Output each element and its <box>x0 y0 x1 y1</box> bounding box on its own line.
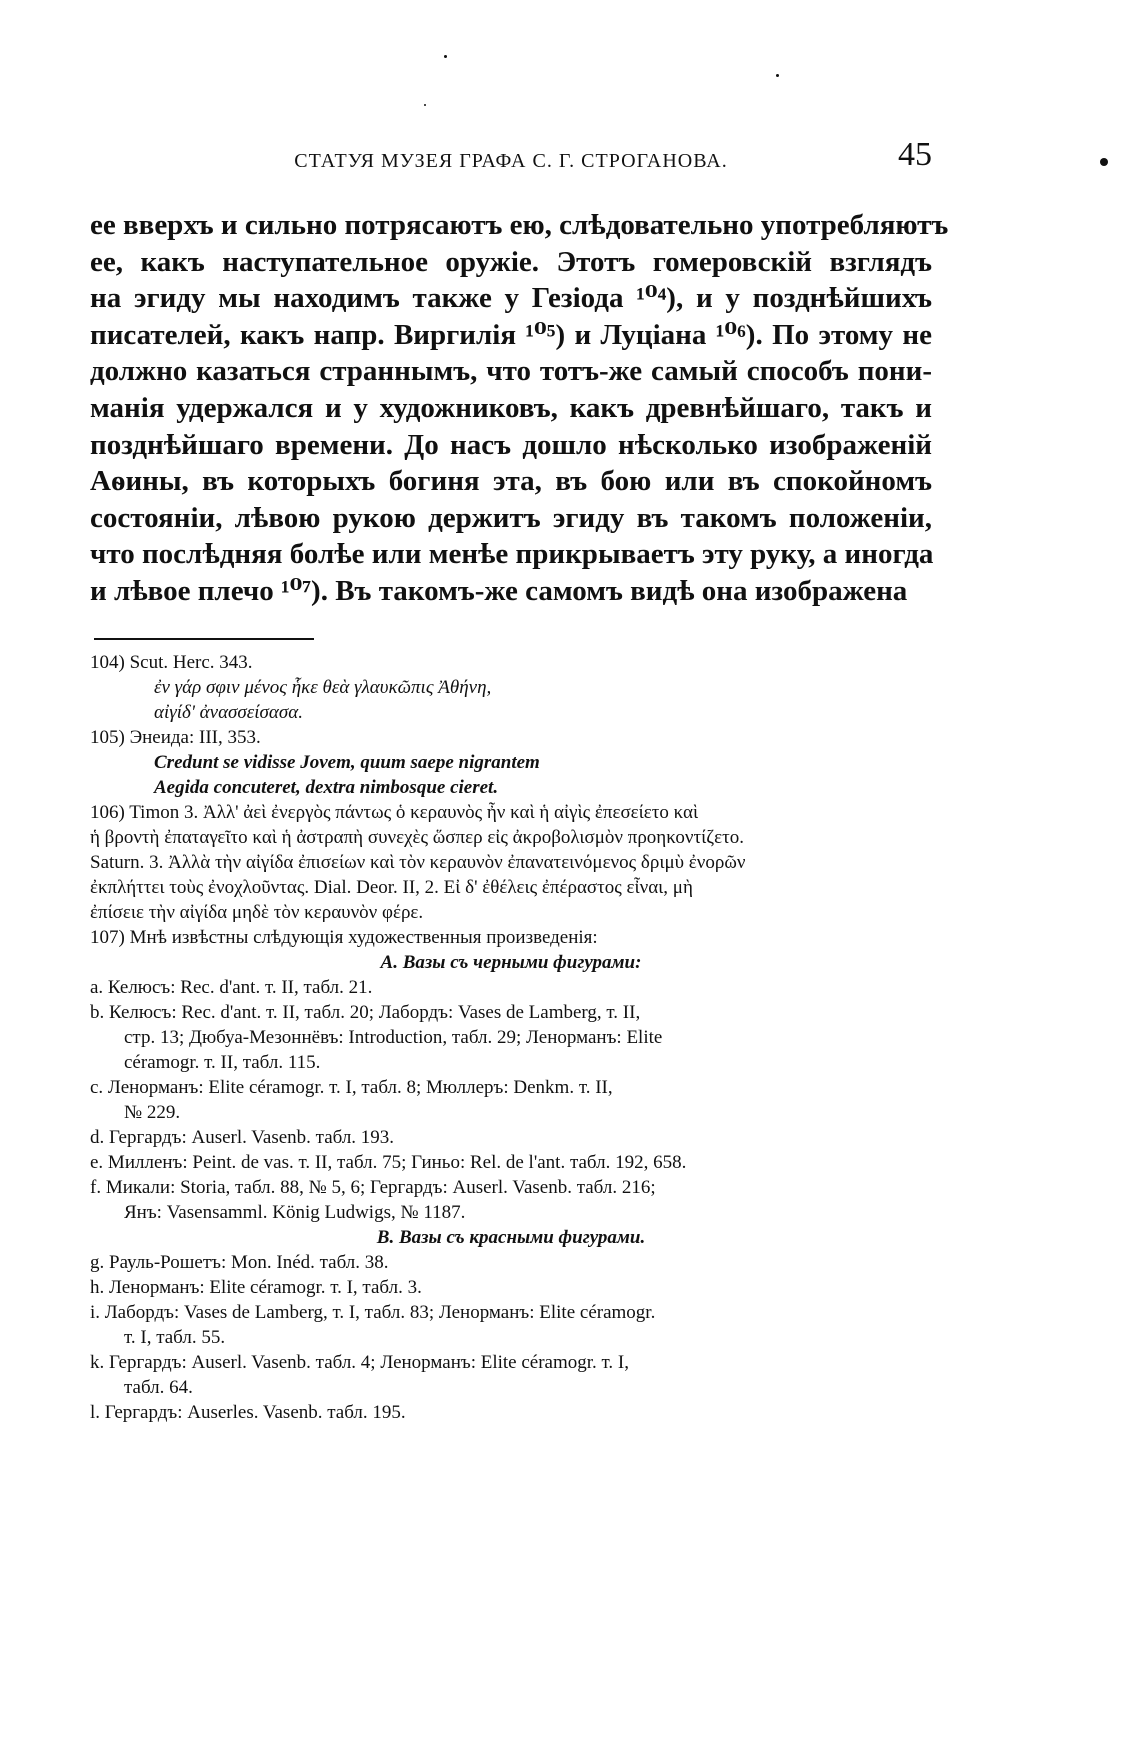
footnote-107: 107) Мнѣ извѣстны слѣдующія художественныя произведенія: <box>90 927 598 948</box>
list-item-continuation: № 229. <box>124 1102 181 1123</box>
footnote-105: 105) Энеида: III, 353. <box>90 727 261 748</box>
footnote-106-line: Saturn. 3. Ἀλλὰ τὴν αἰγίδα ἐπισείων καὶ τὸν κεραυνὸν ἐπανατεινόμενος δριμὺ ἐνορῶν <box>90 852 746 873</box>
greek-quote-line: αἰγίδ' ἀνασσείσασα. <box>154 702 303 723</box>
list-item: g. Рауль-Рошетъ: Mon. Inéd. табл. 38. <box>90 1252 389 1273</box>
list-item-continuation: табл. 64. <box>124 1377 193 1398</box>
text-line: состояніи, лѣвою рукою держитъ эгиду въ такомъ положеніи, <box>90 501 932 534</box>
footnote-106: 106) Timon 3. Ἀλλ' ἀεὶ ἐνεργὸς πάντως ὁ κεραυνὸς ἦν καὶ ἡ αἰγὶς ἐπεσείετο καὶ <box>90 802 699 823</box>
text-line: на эгиду мы находимъ также у Гезіода ¹⁰⁴), и у позднѣйшихъ <box>90 282 932 315</box>
text-line: должно казаться страннымъ, что тотъ-же самый способъ пони- <box>90 355 932 388</box>
list-item: h. Ленорманъ: Elite céramogr. т. I, табл. 3. <box>90 1277 422 1298</box>
section-heading-a: А. Вазы съ черными фигурами: <box>380 952 642 973</box>
running-title: СТАТУЯ МУЗЕЯ ГРАФА С. Г. СТРОГАНОВА. <box>294 150 728 172</box>
main-text <box>90 207 949 610</box>
ink-speck <box>424 104 426 106</box>
text-line: и лѣвое плечо ¹⁰⁷). Въ такомъ-же самомъ видѣ она изображена <box>90 574 908 607</box>
list-item: i. Лабордъ: Vases de Lamberg, т. I, табл. 83; Ленорманъ: Elite céramogr. <box>90 1302 656 1323</box>
list-item: l. Гергардъ: Auserles. Vasenb. табл. 195. <box>90 1402 406 1423</box>
list-item-continuation: céramogr. т. II, табл. 115. <box>124 1052 321 1073</box>
ink-speck <box>444 55 447 58</box>
list-item: a. Келюсъ: Rec. d'ant. т. II, табл. 21. <box>90 977 373 998</box>
section-heading-b: В. Вазы съ красными фигурами. <box>376 1227 646 1248</box>
greek-quote-line: ἐν γάρ σφιν μένος ἧκε θεὰ γλαυκῶπις Ἀθήνη, <box>154 677 492 698</box>
list-item: d. Гергардъ: Auserl. Vasenb. табл. 193. <box>90 1127 395 1148</box>
list-item-continuation: т. I, табл. 55. <box>124 1327 226 1348</box>
footnote-104: 104) Scut. Herc. 343. <box>90 652 253 673</box>
footnote-divider <box>94 638 314 640</box>
list-item-continuation: Янъ: Vasensamml. König Ludwigs, № 1187. <box>124 1202 466 1223</box>
text-line: что послѣдняя болѣе или менѣе прикрываетъ эту руку, а иногда <box>90 538 934 571</box>
footnote-106-line: ἐκπλήττει τοὺς ἐνοχλοῦντας. Dial. Deor. II, 2. Εἰ δ' ἐθέλεις ἐπέραστος εἶναι, μὴ <box>90 877 693 898</box>
list-item: c. Ленорманъ: Elite céramogr. т. I, табл. 8; Мюллеръ: Denkm. т. II, <box>90 1077 613 1098</box>
page-header <box>90 136 932 186</box>
latin-quote-line: Credunt se vidisse Jovem, quum saepe nigrantem <box>154 752 540 773</box>
list-item: k. Гергардъ: Auserl. Vasenb. табл. 4; Ленорманъ: Elite céramogr. т. I, <box>90 1352 630 1373</box>
ink-speck <box>1100 158 1108 166</box>
footnote-106-line: ἡ βροντὴ ἐπαταγεῖτο καὶ ἡ ἀστραπὴ συνεχὲς ὥσπερ εἰς ἀκροβολισμὸν προηκοντίζετο. <box>90 827 744 848</box>
list-item: e. Милленъ: Peint. de vas. т. II, табл. 75; Гиньо: Rel. de l'ant. табл. 192, 658. <box>90 1152 687 1173</box>
page-number: 45 <box>898 136 932 173</box>
text-line: Аѳины, въ которыхъ богиня эта, въ бою или въ спокойномъ <box>90 465 932 498</box>
ink-speck <box>776 74 779 77</box>
list-item: f. Микали: Storia, табл. 88, № 5, 6; Гергардъ: Auserl. Vasenb. табл. 216; <box>90 1177 656 1198</box>
text-line: писателей, какъ напр. Виргилія ¹⁰⁵) и Луціана ¹⁰⁶). По этому не <box>90 318 932 351</box>
list-item-continuation: стр. 13; Дюбуа-Мезоннёвъ: Introduction, табл. 29; Ленорманъ: Elite <box>124 1027 663 1048</box>
latin-quote-line: Aegida concuteret, dextra nimbosque cieret. <box>154 777 499 798</box>
footnote-106-line: ἐπίσειε τὴν αἰγίδα μηδὲ τὸν κεραυνὸν φέρε. <box>90 902 424 923</box>
text-line: ее вверхъ и сильно потрясаютъ ею, слѣдовательно употребляютъ <box>90 209 949 241</box>
list-item: b. Келюсъ: Rec. d'ant. т. II, табл. 20; Лабордъ: Vases de Lamberg, т. II, <box>90 1002 641 1023</box>
text-line: манія удержался и у художниковъ, какъ древнѣйшаго, такъ и <box>90 391 932 424</box>
text-line: позднѣйшаго времени. До насъ дошло нѣсколько изображеній <box>90 428 932 461</box>
footnotes <box>90 650 932 1425</box>
text-line: ее, какъ наступательное оружіе. Этотъ гомеровскій взглядъ <box>90 245 932 278</box>
